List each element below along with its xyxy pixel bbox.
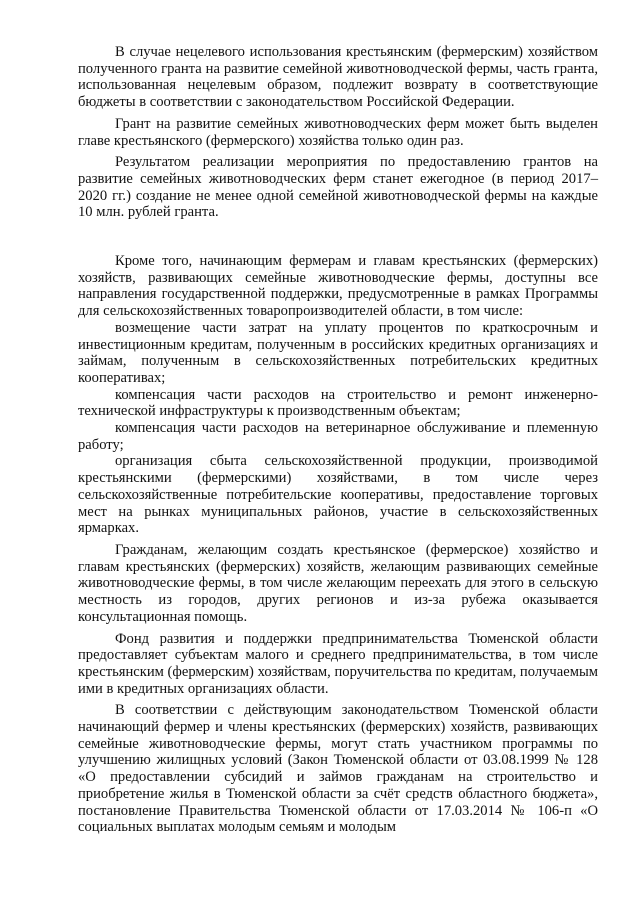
document-page <box>78 44 598 836</box>
paragraph-result: Результатом реализации мероприятия по предоставлению грантов на развитие семейных животноводческих ферм станет ежегодное (в период 2017–2020 гг.) создание не менее одной семейной животноводческой фермы на каждые 10 млн. рублей гранта. <box>78 154 598 221</box>
paragraph-housing: В соответствии с действующим законодательством Тюменской области начинающий фермер и члены крестьянских (фермерских) хозяйств, развивающих семейные животноводческие фермы, могут стать участником программы по улучшению жилищных условий (Закон Тюменской области от 03.08.1999 № 128 «О предоставлении субсидий и займов гражданам на строительство и приобретение жилья в Тюменской области за счёт средств областного бюджета», постановление Правительства Тюменской области от 17.03.2014 № 106-п «О социальных выплатах молодым семьям и молодым <box>78 702 598 836</box>
paragraph-grant-once: Грант на развитие семейных животноводческих ферм может быть выделен главе крестьянского (фермерского) хозяйства только один раз. <box>78 115 598 149</box>
paragraph-fund: Фонд развития и поддержки предпринимательства Тюменской области предоставляет субъектам малого и среднего предпринимательства, в том числе крестьянским (фермерским) хозяйствам, поручительства по кредитам, получаемым ими в кредитных организациях области. <box>78 630 598 697</box>
paragraph-misuse-refund: В случае нецелевого использования крестьянским (фермерским) хозяйством полученного гранта на развитие семейной животноводческой фермы, часть гранта, использованная нецелевым образом, подлежит возврату в соответствующие бюджеты в соответствии с законодательством Российской Федерации. <box>78 44 598 111</box>
list-item-infrastructure-compensation: компенсация части расходов на строительство и ремонт инженерно-технической инфраструктуры к производственным объектам; <box>78 386 598 420</box>
list-item-veterinary-compensation: компенсация части расходов на ветеринарное обслуживание и племенную работу; <box>78 420 598 453</box>
list-item-sales-organization: организация сбыта сельскохозяйственной продукции, производимой крестьянскими (фермерскими) хозяйствами, в том числе через сельскохозяйственные потребительские кооперативы, предоставление торговых мест на рынках муниципальных районов, участие в сельскохозяйственных ярмарках. <box>78 453 598 537</box>
paragraph-consulting: Гражданам, желающим создать крестьянское (фермерское) хозяйство и главам крестьянских (фермерских) хозяйств, желающим развивающих семейные животноводческие фермы, в том числе желающим переехать для этого в сельскую местность из городов, других регионов и из-за рубежа оказывается консультационная помощь. <box>78 541 598 625</box>
paragraph-support-directions: Кроме того, начинающим фермерам и главам крестьянских (фермерских) хозяйств, развивающих семейные животноводческие фермы, доступны все направления государственной поддержки, предусмотренные в рамках Программы для сельскохозяйственных товаропроизводителей области, в том числе: <box>78 253 598 320</box>
list-item-interest-compensation: возмещение части затрат на уплату процентов по краткосрочным и инвестиционным кредитам, полученным в российских кредитных организациях и займам, полученным в сельскохозяйственных потребительских кредитных кооперативах; <box>78 319 598 386</box>
